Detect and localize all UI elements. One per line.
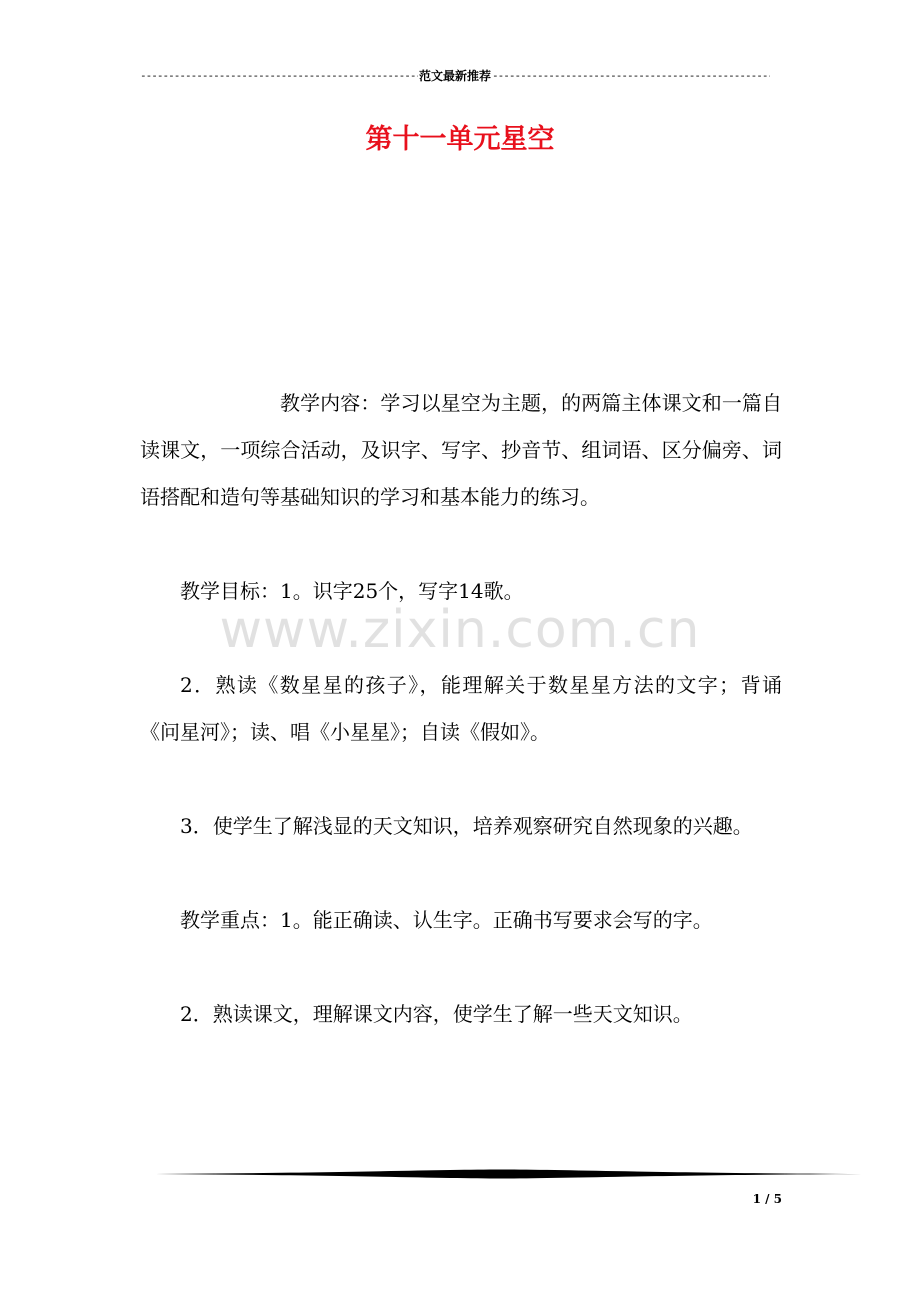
watermark: www.zixin.com.cn <box>219 600 701 660</box>
header-label: 范文最新推荐 <box>419 69 492 83</box>
header-dash-right <box>492 66 770 86</box>
paragraph-key-points: 教学重点：1。能正确读、认生字。正确书写要求会写的字。 <box>180 908 713 932</box>
footer-rule <box>140 1168 862 1180</box>
page-header <box>140 66 770 86</box>
paragraph-key-point-2: 2．熟读课文，理解课文内容，使学生了解一些天文知识。 <box>180 1002 693 1026</box>
document-body <box>140 380 782 1038</box>
paragraph-goal-2: 2．熟读《数星星的孩子》，能理解关于数星星方法的文字；背诵《问星河》；读、唱《小星星》；自读《假如》。 <box>140 673 782 744</box>
paragraph-goal-3: 3．使学生了解浅显的天文知识，培养观察研究自然现象的兴趣。 <box>180 814 753 838</box>
header-dash-left <box>140 66 418 86</box>
paragraph-teaching-goals: 教学目标：1。识字25个，写字14歌。 <box>180 579 524 603</box>
page-number: 1 / 5 <box>752 1192 782 1206</box>
paragraph-teaching-content: 教学内容：学习以星空为主题，的两篇主体课文和一篇自读课文，一项综合活动，及识字、写字、抄音节、组词语、区分偏旁、词语搭配和造句等基础知识的学习和基本能力的练习。 <box>140 391 782 509</box>
document-title: 第十一单元星空 <box>365 124 555 155</box>
